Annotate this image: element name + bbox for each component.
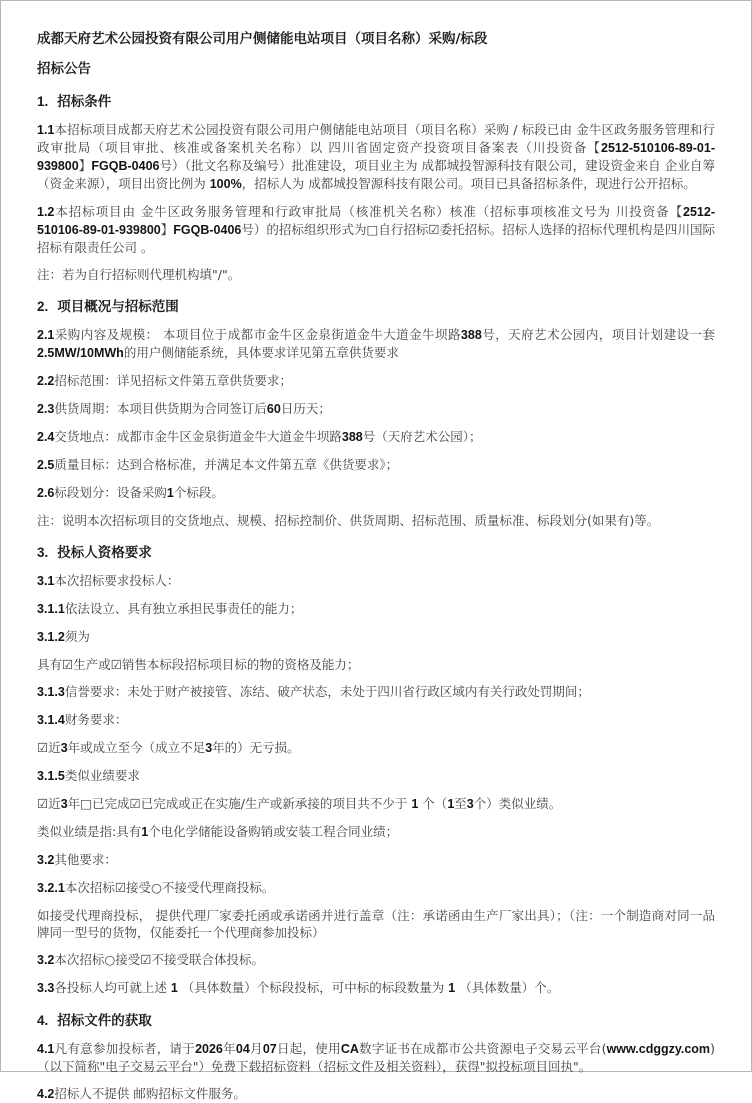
para-3-1: 3.1本次招标要求投标人： <box>37 573 180 588</box>
para-3-1-5-detail: ☑近3年□已完成☑已完成或正在实施/生产或新承接的项目共不少于 1 个（1至3个）类似业绩。 <box>37 796 562 811</box>
section-4-heading <box>37 1012 715 1030</box>
document-title: 成都天府艺术公园投资有限公司用户侧储能电站项目（项目名称）采购/标段 <box>37 31 488 47</box>
para-2-1: 2.1采购内容及规模： 本项目位于成都市金牛区金泉街道金牛大道金牛坝路388号，天府艺术公园内，项目计划建设一套 2.5MW/10MWh的用户侧储能系统，具体要求详见第五章供货要求 <box>37 327 715 360</box>
para-2-4: 2.4交货地点：成都市金牛区金泉街道金牛大道金牛坝路388号（天府艺术公园）； <box>37 429 482 444</box>
announcement-subtitle: 招标公告 <box>37 61 91 77</box>
para-1-1: 1.1本招标项目成都天府艺术公园投资有限公司用户侧储能电站项目（项目名称）采购 / 标段已由 金牛区政务服务管理和行政审批局（项目审批、核准或备案机关名称）以 四川省固定资产投资项目备案表（川投资备【2512-510106-89-01-939800】FGQB-0406号）（批文名称及编号）批准建设，项目业主为 成都城投智源科技有限公司，建设资金来自 企业自筹（资金来源），项目出资比例为 100%，招标人为 成都城投智源科技有限公司。项目已具备招标条件，现进行公开招标。 <box>37 122 715 191</box>
para-3-2-other: 3.2其他要求： <box>37 852 117 867</box>
para-3-1-2-detail: 具有☑生产或☑销售本标段招标项目标的物的资格及能力； <box>37 657 360 672</box>
note-section-2: 注：说明本次招标项目的交货地点、规模、招标控制价、供货周期、招标范围、质量标准、标段划分(如果有)等。 <box>37 513 660 528</box>
para-3-1-3: 3.1.3信誉要求：未处于财产被接管、冻结、破产状态，未处于四川省行政区域内有关行政处罚期间； <box>37 684 590 699</box>
section-1-label: 招标条件 <box>57 94 112 110</box>
para-3-2-1: 3.2.1本次招标☑接受○不接受代理商投标。 <box>37 880 275 895</box>
para-2-2: 2.2招标范围：详见招标文件第五章供货要求； <box>37 373 292 388</box>
para-3-1-2: 3.1.2须为 <box>37 629 90 644</box>
section-3-number: 3. <box>37 545 49 560</box>
para-3-1-5-definition: 类似业绩是指:具有1个电化学储能设备购销或安装工程合同业绩； <box>37 824 399 839</box>
para-2-5: 2.5质量目标：达到合格标准，并满足本文件第五章《供货要求》； <box>37 457 399 472</box>
para-3-1-5: 3.1.5类似业绩要求 <box>37 768 140 783</box>
para-4-2: 4.2招标人不提供 邮购招标文件服务。 <box>37 1086 246 1101</box>
para-2-3: 2.3供货周期：本项目供货期为合同签订后60日历天； <box>37 401 331 416</box>
para-4-1: 4.1凡有意参加投标者，请于2026年04月07日起，使用CA数字证书在成都市公共资源电子交易云平台(www.cdggzy.com)（以下简称"电子交易云平台"）免费下载招标资料（招标文件及相关资料），获得"拟投标项目回执"。 <box>37 1041 715 1074</box>
section-1-number: 1. <box>37 94 49 109</box>
para-3-2-1-detail: 如接受代理商投标， 提供代理厂家委托函或承诺函并进行盖章（注：承诺函由生产厂家出具）；（注：一个制造商对同一品牌同一型号的货物，仅能委托一个代理商参加投标） <box>37 908 715 940</box>
para-3-1-4-detail: ☑近3年或成立至今（成立不足3年的）无亏损。 <box>37 740 300 755</box>
section-2-number: 2. <box>37 299 49 314</box>
document-content <box>1 1 751 1103</box>
para-1-2: 1.2本招标项目由 金牛区政务服务管理和行政审批局（核准机关名称）核准（招标事项核准文号为 川投资备【2512-510106-89-01-939800】FGQB-0406号）的招标组织形式为□自行招标☑委托招标。招标人选择的招标代理机构是四川国际招标有限责任公司 。 <box>37 204 715 255</box>
para-3-2-consortium: 3.2本次招标○接受☑不接受联合体投标。 <box>37 952 265 967</box>
section-1-heading <box>37 93 715 111</box>
para-3-3: 3.3各投标人均可就上述 1 （具体数量）个标段投标，可中标的标段数量为 1 （具体数量）个。 <box>37 980 560 995</box>
section-4-label: 招标文件的获取 <box>57 1013 152 1029</box>
section-2-label: 项目概况与招标范围 <box>57 299 179 315</box>
section-4-number: 4. <box>37 1013 49 1028</box>
section-3-label: 投标人资格要求 <box>57 545 152 561</box>
para-2-6: 2.6标段划分：设备采购1个标段。 <box>37 485 224 500</box>
section-2-heading <box>37 298 715 316</box>
para-3-1-4: 3.1.4财务要求： <box>37 712 128 727</box>
para-3-1-1: 3.1.1依法设立、具有独立承担民事责任的能力； <box>37 601 303 616</box>
section-3-heading <box>37 544 715 562</box>
note-section-1: 注：若为自行招标则代理机构填"/"。 <box>37 267 241 282</box>
